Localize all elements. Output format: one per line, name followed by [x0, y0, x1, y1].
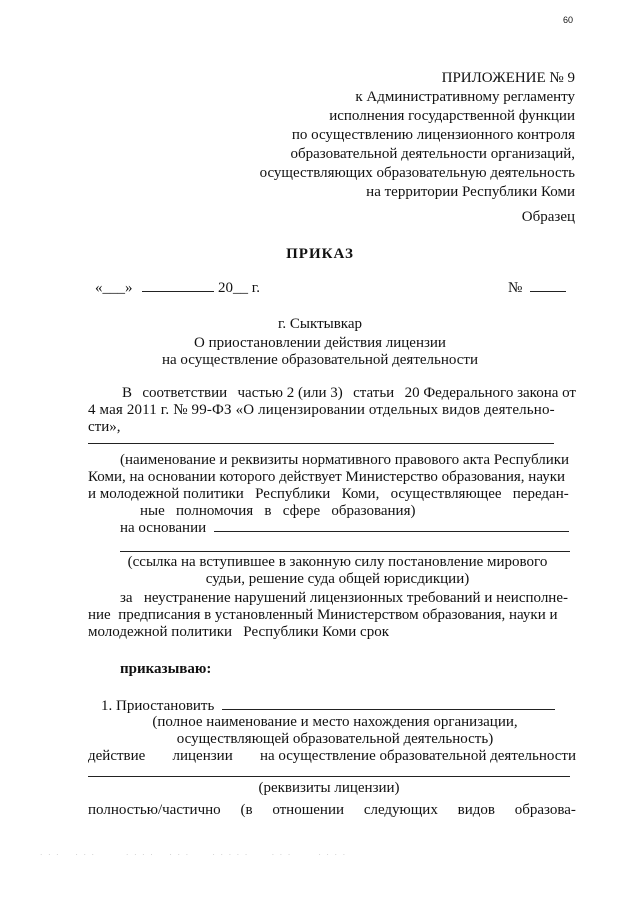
appendix-line: к Административному регламенту: [355, 89, 575, 105]
word: частью 2 (или 3): [237, 385, 343, 401]
sample-label: Образец: [521, 209, 575, 225]
word: соответствии: [142, 385, 228, 401]
city: г. Сыктывкар: [277, 316, 363, 332]
number-label: №: [508, 280, 523, 296]
hint-line: (реквизиты лицензии): [258, 780, 400, 796]
word: В: [122, 385, 133, 401]
order-title: ПРИКАЗ: [286, 246, 354, 262]
item-blank: [222, 709, 555, 710]
appendix-title: ПРИЛОЖЕНИЕ № 9: [441, 70, 575, 86]
hint-line: (наименование и реквизиты нормативного правового акта Республики: [120, 452, 570, 468]
hint-line: и молодежной политики Республики Коми, осуществляющее передан-: [88, 486, 569, 502]
word: видов: [457, 802, 495, 818]
date-day: «___»: [95, 280, 133, 296]
basis-blank: [214, 531, 569, 532]
hint-line: судьи, решение суда общей юрисдикции): [205, 571, 470, 587]
word: действие: [88, 748, 146, 764]
basis-label: на основании: [120, 520, 207, 536]
appendix-line: по осуществлению лицензионного контроля: [291, 127, 575, 143]
appendix-line: исполнения государственной функции: [329, 108, 575, 124]
subject-line: О приостановлении действия лицензии: [194, 335, 446, 351]
blank-line: [120, 551, 570, 552]
hint-line: (ссылка на вступившее в законную силу постановление мирового: [127, 554, 548, 570]
appendix-line: на территории Республики Коми: [366, 184, 575, 200]
date-month-blank: [142, 291, 214, 292]
word: на осуществление образовательной деятельности: [259, 748, 576, 764]
word: (в: [240, 802, 253, 818]
paragraph-line: молодежной политики Республики Коми срок: [88, 624, 389, 640]
appendix-line: образовательной деятельности организаций,: [290, 146, 575, 162]
blank-line: [88, 443, 554, 444]
word: 20 Федерального закона от: [404, 385, 576, 401]
word: статьи: [353, 385, 395, 401]
appendix-line: осуществляющих образовательную деятельность: [259, 165, 575, 181]
hint-line: осуществляющей образовательной деятельность): [176, 731, 494, 747]
subject-line: на осуществление образовательной деятельности: [161, 352, 479, 368]
hint-line: ные полномочия в сфере образования): [140, 503, 416, 519]
date-year: 20__ г.: [218, 280, 260, 296]
orders-word: приказываю:: [120, 661, 212, 677]
scan-artifact: · · · · · · · · · · · · · · · · · · · · · · · · ·: [40, 851, 348, 859]
page-number: 60: [563, 15, 574, 25]
paragraph-line: за неустранение нарушений лицензионных требований и неисполне-: [120, 590, 568, 606]
number-line: [508, 279, 566, 298]
word: лицензии: [172, 748, 233, 764]
word: следующих: [363, 802, 438, 818]
paragraph-line: [88, 747, 576, 766]
paragraph-line: сти»,: [88, 419, 121, 435]
item-label: 1. Приостановить: [101, 698, 215, 714]
paragraph-line: 4 мая 2011 г. № 99-ФЗ «О лицензировании отдельных видов деятельно-: [88, 402, 555, 418]
word: образова-: [514, 802, 576, 818]
paragraph-line: ние предписания в установленный Министерством образования, науки и: [88, 607, 558, 623]
hint-line: Коми, на основании которого действует Министерство образования, науки: [88, 469, 566, 485]
paragraph-line: [88, 801, 576, 820]
appendix-block: [215, 69, 575, 202]
date-line: [95, 279, 260, 298]
basis-line: [120, 519, 569, 538]
blank-line: [88, 776, 570, 777]
number-blank: [530, 291, 566, 292]
word: полностью/частично: [88, 802, 221, 818]
hint-line: (полное наименование и место нахождения организации,: [152, 714, 518, 730]
word: отношении: [272, 802, 345, 818]
